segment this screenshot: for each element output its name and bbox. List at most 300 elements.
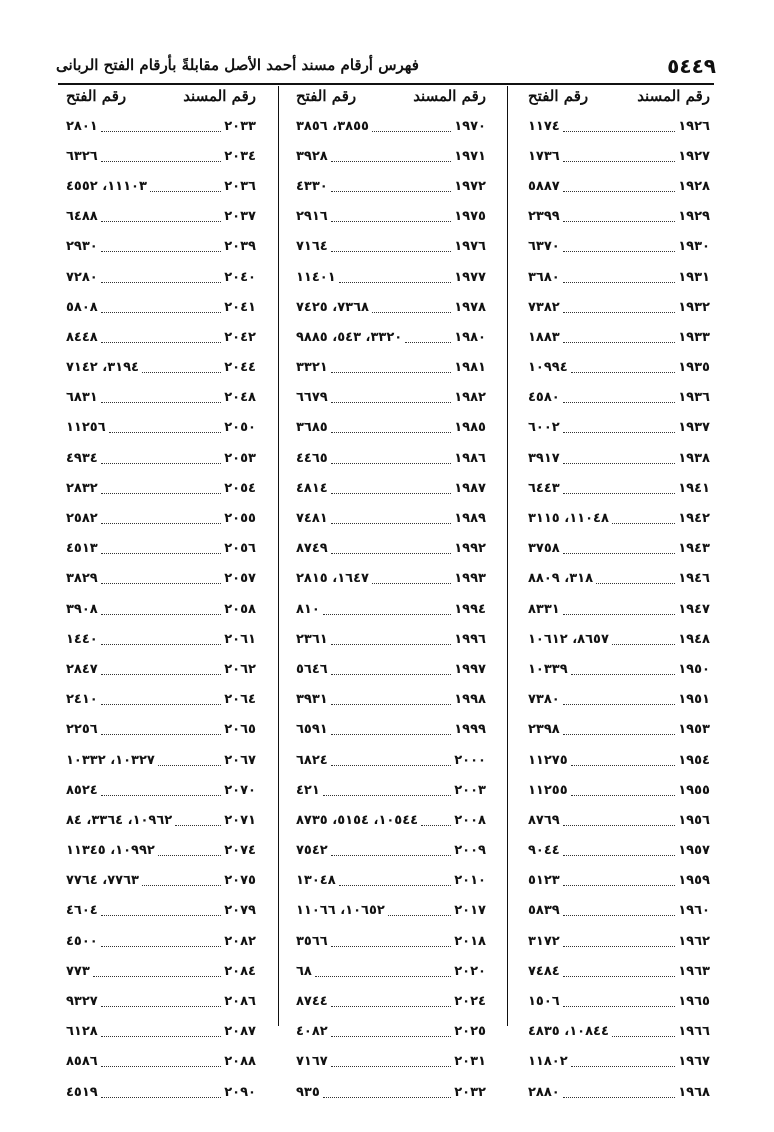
dot-leader [571, 765, 676, 766]
dot-leader [101, 583, 222, 584]
index-row [296, 564, 486, 594]
musnad-number: ١٩٢٨ [678, 178, 710, 194]
index-row [528, 232, 710, 262]
fath-number: ٦٤٤٣ [528, 480, 560, 496]
fath-number: ٧٤٨٤ [528, 963, 560, 979]
dot-leader [331, 1006, 452, 1007]
musnad-number: ٢٠٧٩ [224, 903, 256, 919]
dot-leader [563, 493, 676, 494]
fath-number: ٦٦٧٩ [296, 390, 328, 406]
index-row [528, 383, 710, 413]
index-row [296, 956, 486, 986]
musnad-number: ٢٠٦٥ [224, 722, 256, 738]
musnad-number: ١٩٣٧ [678, 420, 710, 436]
fath-number: ١٥٠٦ [528, 994, 560, 1010]
musnad-number: ٢٠٨٢ [224, 933, 256, 949]
index-row [296, 141, 486, 171]
fath-number: ١٠٣٣٩ [528, 661, 568, 677]
fath-number: ٧٢٨٠ [66, 269, 98, 285]
header-fath-number: رقم الفتح [528, 87, 589, 105]
musnad-number: ١٩٣٢ [678, 299, 710, 315]
fath-number: ٤٤٦٥ [296, 450, 328, 466]
musnad-number: ١٩٨٥ [454, 420, 486, 436]
musnad-number: ٢٠٨٤ [224, 963, 256, 979]
dot-leader [158, 765, 221, 766]
dot-leader [563, 704, 676, 705]
musnad-number: ١٩٥١ [678, 692, 710, 708]
musnad-number: ٢٠٤٨ [224, 390, 256, 406]
index-row [296, 986, 486, 1016]
index-row [66, 141, 256, 171]
fath-number: ٥٦٤٦ [296, 661, 328, 677]
index-row [528, 594, 710, 624]
musnad-number: ١٩٥٩ [678, 873, 710, 889]
dot-leader [388, 915, 451, 916]
dot-leader [563, 402, 676, 403]
index-row [296, 1047, 486, 1077]
fath-number: ٣٩٢٨ [296, 148, 328, 164]
dot-leader [612, 1036, 675, 1037]
musnad-number: ٢٠٠٠ [454, 752, 486, 768]
index-row [528, 1077, 710, 1107]
index-row [528, 473, 710, 503]
fath-number: ١١٢٥٥ [528, 782, 568, 798]
index-row [66, 111, 256, 141]
musnad-number: ١٩٨٦ [454, 450, 486, 466]
dot-leader [101, 1006, 222, 1007]
index-row [528, 141, 710, 171]
column-divider [507, 86, 508, 1026]
index-row [296, 836, 486, 866]
musnad-number: ٢٠٣٩ [224, 239, 256, 255]
page-header [56, 50, 716, 84]
index-row [66, 685, 256, 715]
dot-leader [331, 251, 452, 252]
fath-number: ٢٩٣٠ [66, 239, 98, 255]
dot-leader [331, 946, 452, 947]
dot-leader [323, 1097, 451, 1098]
fath-number: ٣٨٢٩ [66, 571, 98, 587]
index-row [528, 654, 710, 684]
fath-number: ٨٥٢٤ [66, 782, 98, 798]
index-row [528, 111, 710, 141]
dot-leader [563, 855, 676, 856]
dot-leader [563, 734, 676, 735]
fath-number: ١٠٨٤٤، ٤٨٣٥ [528, 1024, 609, 1040]
fath-number: ٢٨٨٠ [528, 1084, 560, 1100]
index-row [528, 956, 710, 986]
fath-number: ١٤٤٠ [66, 631, 98, 647]
dot-leader [101, 1036, 222, 1037]
index-row [528, 896, 710, 926]
musnad-number: ٢٠٢٠ [454, 963, 486, 979]
index-row [66, 775, 256, 805]
musnad-number: ٢٠٤١ [224, 299, 256, 315]
dot-leader [331, 855, 452, 856]
fath-number: ٣١٩٤، ٧١٤٢ [66, 360, 139, 376]
musnad-number: ١٩٦٠ [678, 903, 710, 919]
musnad-number: ١٩٦٥ [678, 994, 710, 1010]
musnad-number: ٢٠٦٤ [224, 692, 256, 708]
index-row [296, 775, 486, 805]
header-musnad-number: رقم المسند [637, 87, 710, 105]
fath-number: ٦٣٢٦ [66, 148, 98, 164]
musnad-number: ١٩٥٦ [678, 812, 710, 828]
dot-leader [101, 704, 222, 705]
fath-number: ٧٣٨٢ [528, 299, 560, 315]
index-row [296, 745, 486, 775]
index-row [296, 322, 486, 352]
index-row [528, 534, 710, 564]
index-row [296, 534, 486, 564]
dot-leader [101, 312, 222, 313]
fath-number: ٤٥٠٠ [66, 933, 98, 949]
index-row [528, 986, 710, 1016]
index-rows [66, 111, 256, 1107]
dot-leader [563, 825, 676, 826]
running-title: فهرس أرقام مسند أحمد الأصل مقابلةً بأرقام الفتح الربانى [56, 56, 419, 74]
index-row [296, 926, 486, 956]
index-row [66, 1017, 256, 1047]
fath-number: ٣٨٥٥، ٣٨٥٦ [296, 118, 369, 134]
musnad-number: ١٩٢٩ [678, 209, 710, 225]
dot-leader [339, 282, 452, 283]
musnad-number: ٢٠٥٥ [224, 511, 256, 527]
index-row [296, 685, 486, 715]
dot-leader [563, 946, 676, 947]
index-row [66, 926, 256, 956]
header-fath-number: رقم الفتح [66, 87, 127, 105]
dot-leader [571, 372, 676, 373]
musnad-number: ٢٠٧٤ [224, 843, 256, 859]
column-header [296, 86, 486, 111]
fath-number: ٧٥٤٢ [296, 843, 328, 859]
dot-leader [331, 463, 452, 464]
dot-leader [323, 795, 451, 796]
fath-number: ١٠٩٩٢، ١١٣٤٥ [66, 843, 155, 859]
musnad-number: ١٩٤٢ [678, 511, 710, 527]
dot-leader [372, 131, 451, 132]
dot-leader [571, 1066, 676, 1067]
musnad-number: ٢٠٧٥ [224, 873, 256, 889]
fath-number: ٧١٦٧ [296, 1054, 328, 1070]
dot-leader [563, 885, 676, 886]
dot-leader [101, 946, 222, 947]
fath-number: ٨٤٤٨ [66, 329, 98, 345]
musnad-number: ١٩٦٢ [678, 933, 710, 949]
dot-leader [101, 1097, 222, 1098]
fath-number: ٩٠٤٤ [528, 843, 560, 859]
dot-leader [175, 825, 221, 826]
index-row [528, 171, 710, 201]
musnad-number: ٢٠١٠ [454, 873, 486, 889]
musnad-number: ٢٠٨٦ [224, 994, 256, 1010]
header-musnad-number: رقم المسند [413, 87, 486, 105]
dot-leader [331, 191, 452, 192]
musnad-number: ١٩٩٨ [454, 692, 486, 708]
dot-leader [101, 553, 222, 554]
musnad-number: ١٩٦٦ [678, 1024, 710, 1040]
dot-leader [372, 312, 451, 313]
fath-number: ٤٠٨٢ [296, 1024, 328, 1040]
fath-number: ١٠٣٢٧، ١٠٣٣٢ [66, 752, 155, 768]
fath-number: ٣٦٨٥ [296, 420, 328, 436]
index-row [296, 594, 486, 624]
index-rows [528, 111, 710, 1107]
fath-number: ٦٨٣١ [66, 390, 98, 406]
dot-leader [101, 161, 222, 162]
index-row [66, 473, 256, 503]
index-column-3 [66, 86, 256, 1100]
musnad-number: ١٩٥٤ [678, 752, 710, 768]
dot-leader [339, 885, 452, 886]
index-row [528, 805, 710, 835]
fath-number: ١١٢٧٥ [528, 752, 568, 768]
fath-number: ٣٦٨٠ [528, 269, 560, 285]
fath-number: ١١٧٤ [528, 118, 560, 134]
musnad-number: ٢٠٥٦ [224, 541, 256, 557]
index-row [528, 715, 710, 745]
column-divider [278, 86, 279, 1026]
fath-number: ٨٣٣١ [528, 601, 560, 617]
dot-leader [563, 221, 676, 222]
dot-leader [150, 191, 221, 192]
index-row [296, 896, 486, 926]
index-row [296, 443, 486, 473]
index-row [528, 775, 710, 805]
musnad-number: ٢٠٣٤ [224, 148, 256, 164]
fath-number: ٦٥٩١ [296, 722, 328, 738]
dot-leader [612, 523, 675, 524]
fath-number: ٢٥٨٢ [66, 511, 98, 527]
fath-number: ١١٢٥٦ [66, 420, 106, 436]
index-row [296, 654, 486, 684]
fath-number: ١١٨٠٢ [528, 1054, 568, 1070]
musnad-number: ٢٠٥٤ [224, 480, 256, 496]
dot-leader [101, 131, 222, 132]
dot-leader [142, 885, 221, 886]
header-fath-number: رقم الفتح [296, 87, 357, 105]
dot-leader [563, 553, 676, 554]
dot-leader [563, 614, 676, 615]
index-row [528, 564, 710, 594]
musnad-number: ٢٠٥٠ [224, 420, 256, 436]
musnad-number: ٢٠٣٢ [454, 1084, 486, 1100]
musnad-number: ٢٠٧٠ [224, 782, 256, 798]
musnad-number: ١٩٧٧ [454, 269, 486, 285]
fath-number: ٣٩٣١ [296, 692, 328, 708]
dot-leader [405, 342, 451, 343]
index-row [66, 1077, 256, 1107]
fath-number: ٩٣٥ [296, 1084, 320, 1100]
index-row [296, 1077, 486, 1107]
index-row [528, 836, 710, 866]
header-musnad-number: رقم المسند [183, 87, 256, 105]
index-row [66, 805, 256, 835]
index-row [528, 926, 710, 956]
index-row [528, 624, 710, 654]
musnad-number: ٢٠٣١ [454, 1054, 486, 1070]
fath-number: ٦٨٢٤ [296, 752, 328, 768]
index-column-2 [296, 86, 486, 1100]
musnad-number: ١٩٩٦ [454, 631, 486, 647]
fath-number: ٦٣٧٠ [528, 239, 560, 255]
musnad-number: ١٩٢٦ [678, 118, 710, 134]
fath-number: ٧٧٣ [66, 963, 90, 979]
index-row [66, 503, 256, 533]
dot-leader [101, 674, 222, 675]
fath-number: ٤٣٣٠ [296, 178, 328, 194]
musnad-number: ١٩٤٣ [678, 541, 710, 557]
fath-number: ٨٧٦٩ [528, 812, 560, 828]
fath-number: ٣٣٢٠، ٥٤٣، ٩٨٨٥ [296, 329, 403, 345]
dot-leader [101, 795, 222, 796]
index-row [296, 202, 486, 232]
dot-leader [563, 282, 676, 283]
musnad-number: ١٩٨٩ [454, 511, 486, 527]
dot-leader [101, 402, 222, 403]
dot-leader [323, 614, 451, 615]
musnad-number: ٢٠٤٠ [224, 269, 256, 285]
dot-leader [563, 976, 676, 977]
musnad-number: ٢٠٦١ [224, 631, 256, 647]
index-row [66, 292, 256, 322]
fath-number: ٨٧٤٤ [296, 994, 328, 1010]
musnad-number: ٢٠٤٢ [224, 329, 256, 345]
fath-number: ٤٨١٤ [296, 480, 328, 496]
index-row [528, 322, 710, 352]
fath-number: ٦٤٨٨ [66, 209, 98, 225]
dot-leader [563, 342, 676, 343]
index-row [296, 473, 486, 503]
fath-number: ١٧٣٦ [528, 148, 560, 164]
dot-leader [563, 312, 676, 313]
musnad-number: ١٩٧٢ [454, 178, 486, 194]
index-row [296, 413, 486, 443]
dot-leader [101, 644, 222, 645]
index-row [296, 232, 486, 262]
dot-leader [331, 221, 452, 222]
index-rows [296, 111, 486, 1107]
fath-number: ٥٨٣٩ [528, 903, 560, 919]
musnad-number: ١٩٣٠ [678, 239, 710, 255]
index-row [66, 534, 256, 564]
dot-leader [563, 915, 676, 916]
index-row [528, 202, 710, 232]
musnad-number: ١٩٦٨ [678, 1084, 710, 1100]
dot-leader [563, 1097, 676, 1098]
musnad-number: ١٩٧٦ [454, 239, 486, 255]
musnad-number: ١٩٤٧ [678, 601, 710, 617]
fath-number: ٥١٢٣ [528, 873, 560, 889]
fath-number: ١٠٩٩٤ [528, 360, 568, 376]
index-row [66, 986, 256, 1016]
dot-leader [563, 463, 676, 464]
fath-number: ٢٣٩٩ [528, 209, 560, 225]
fath-number: ١١١٠٣، ٤٥٥٢ [66, 178, 147, 194]
fath-number: ٢٢٥٦ [66, 722, 98, 738]
musnad-number: ١٩٧٠ [454, 118, 486, 134]
fath-number: ٤٥١٩ [66, 1084, 98, 1100]
index-row [66, 896, 256, 926]
fath-number: ٨٦٥٧، ١٠٦١٢ [528, 631, 609, 647]
fath-number: ٢٣٩٨ [528, 722, 560, 738]
musnad-number: ٢٠٣٦ [224, 178, 256, 194]
dot-leader [331, 493, 452, 494]
index-row [296, 805, 486, 835]
fath-number: ٢٨٤٧ [66, 661, 98, 677]
index-row [296, 1017, 486, 1047]
index-row [528, 413, 710, 443]
index-row [528, 353, 710, 383]
dot-leader [331, 765, 452, 766]
fath-number: ٤٢١ [296, 782, 320, 798]
dot-leader [109, 432, 222, 433]
fath-number: ١٠٩٦٢، ٣٣٦٤، ٨٤ [66, 812, 173, 828]
musnad-number: ١٩٨٧ [454, 480, 486, 496]
musnad-number: ٢٠٨٨ [224, 1054, 256, 1070]
dot-leader [331, 1066, 452, 1067]
index-row [66, 171, 256, 201]
index-row [66, 443, 256, 473]
musnad-number: ١٩٥٠ [678, 661, 710, 677]
musnad-number: ١٩٤١ [678, 480, 710, 496]
fath-number: ٧٣٦٨، ٧٤٢٥ [296, 299, 369, 315]
musnad-number: ٢٠١٧ [454, 903, 486, 919]
index-column-1 [528, 86, 710, 1100]
index-row [296, 715, 486, 745]
index-row [66, 745, 256, 775]
fath-number: ٦٨ [296, 963, 312, 979]
fath-number: ٦١٢٨ [66, 1024, 98, 1040]
fath-number: ٧٧٦٣، ٧٧٦٤ [66, 873, 139, 889]
index-row [66, 202, 256, 232]
dot-leader [101, 614, 222, 615]
index-row [66, 866, 256, 896]
fath-number: ٣١٨، ٨٨٠٩ [528, 571, 594, 587]
fath-number: ٢٩١٦ [296, 209, 328, 225]
fath-number: ٣٥٦٦ [296, 933, 328, 949]
musnad-number: ٢٠١٨ [454, 933, 486, 949]
musnad-number: ١٩٣٦ [678, 390, 710, 406]
dot-leader [331, 644, 452, 645]
index-row [528, 866, 710, 896]
dot-leader [563, 432, 676, 433]
dot-leader [101, 915, 222, 916]
fath-number: ٣٩١٧ [528, 450, 560, 466]
fath-number: ٨١٠ [296, 601, 320, 617]
musnad-number: ١٩٣١ [678, 269, 710, 285]
index-row [296, 353, 486, 383]
index-row [528, 1017, 710, 1047]
dot-leader [563, 1006, 676, 1007]
fath-number: ٣٩٠٨ [66, 601, 98, 617]
musnad-number: ٢٠٨٧ [224, 1024, 256, 1040]
dot-leader [331, 402, 452, 403]
index-row [528, 503, 710, 533]
fath-number: ٧١٦٤ [296, 239, 328, 255]
fath-number: ٥٨٨٧ [528, 178, 560, 194]
musnad-number: ٢٠٩٠ [224, 1084, 256, 1100]
dot-leader [101, 251, 222, 252]
dot-leader [331, 674, 452, 675]
page-number: ٥٤٤٩ [667, 54, 716, 78]
dot-leader [101, 493, 222, 494]
fath-number: ٥٨٠٨ [66, 299, 98, 315]
fath-number: ٢٣٦١ [296, 631, 328, 647]
index-row [66, 624, 256, 654]
musnad-number: ١٩٩٩ [454, 722, 486, 738]
